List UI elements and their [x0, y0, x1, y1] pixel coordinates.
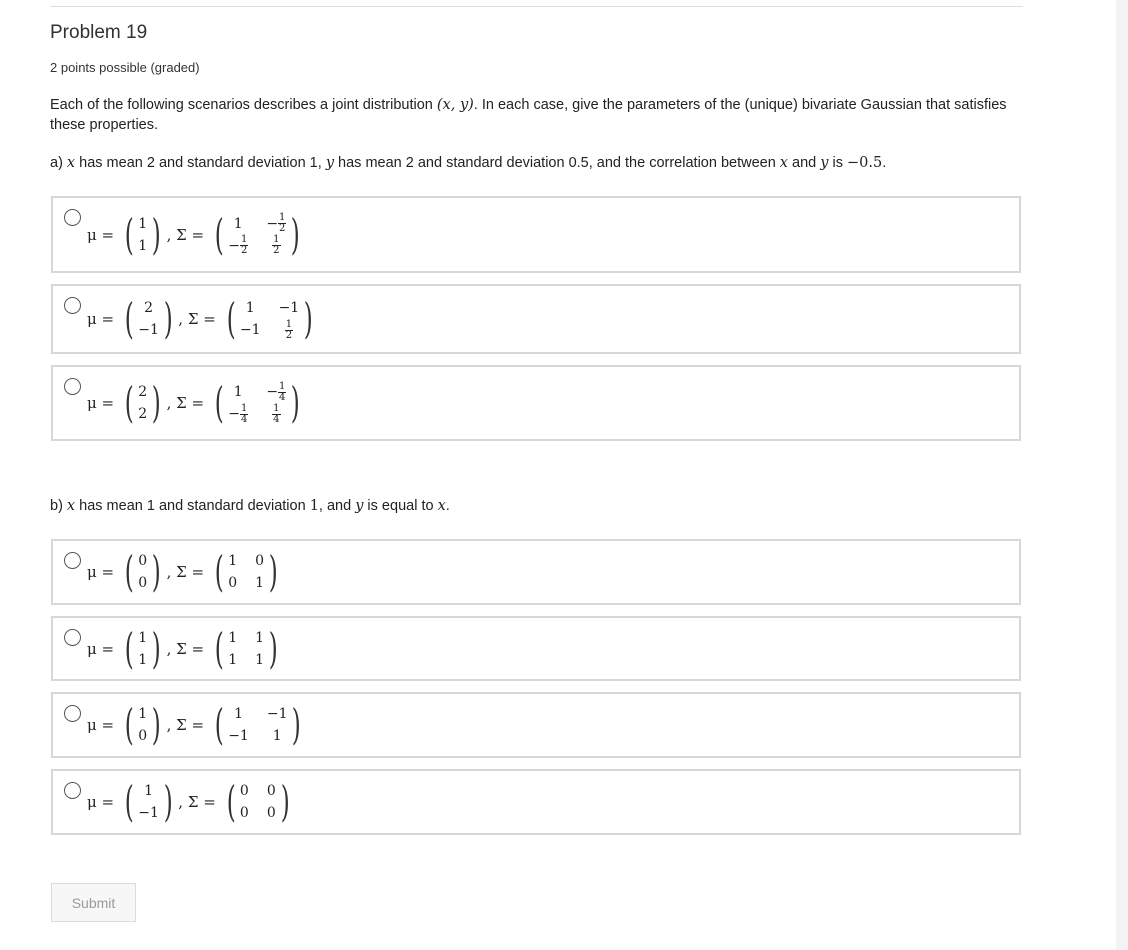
- sigma-label: , Σ =: [166, 225, 209, 244]
- matrix-entry: 1: [138, 215, 148, 232]
- qb-x: x: [66, 498, 76, 514]
- matrix-entry: 0: [266, 783, 276, 799]
- matrix-entry: 1: [245, 300, 255, 316]
- matrix-entry: 1: [138, 629, 148, 646]
- matrix-entry: 0: [266, 805, 276, 821]
- matrix-entry: 1: [272, 728, 282, 744]
- qa-text: has mean 2 and standard deviation 0.5, and the correlation between: [334, 155, 780, 171]
- matrix-entry: [266, 213, 286, 235]
- matrix-entry: [272, 403, 280, 425]
- qa-y: y: [820, 155, 829, 171]
- sigma-matrix: [211, 700, 305, 749]
- minus-sign: −: [266, 384, 279, 400]
- matrix-entry: −1: [138, 805, 159, 821]
- qb-text: is equal to: [363, 498, 438, 514]
- denominator: 2: [240, 245, 248, 256]
- question-b: [50, 498, 450, 514]
- qa-correlation: −0.5: [846, 155, 883, 171]
- option-formula: [87, 771, 295, 833]
- qb-one: 1: [309, 498, 319, 514]
- numerator: 1: [273, 234, 280, 245]
- fraction: [272, 404, 280, 425]
- matrix-entry: 1: [138, 706, 148, 722]
- matrix-entry: 2: [138, 406, 148, 422]
- option-formula: [87, 541, 283, 603]
- submit-button[interactable]: Submit: [51, 883, 136, 922]
- sigma-matrix: [211, 209, 304, 259]
- vector-entries: [138, 780, 159, 824]
- qa-text: has mean 2 and standard deviation 1,: [75, 155, 326, 171]
- fraction: [278, 382, 286, 403]
- matrix-entry: 0: [138, 575, 148, 591]
- option-b1[interactable]: [51, 539, 1021, 605]
- points-info: 2 points possible (graded): [50, 60, 200, 75]
- qa-x: x: [779, 155, 788, 171]
- matrix-entry: 1: [233, 384, 243, 400]
- matrix-entry: [272, 235, 280, 257]
- mu-vector: [121, 209, 165, 259]
- mu-vector: [121, 294, 176, 343]
- mu-label: μ =: [87, 310, 119, 328]
- mu-label: μ =: [87, 639, 119, 658]
- radio-button[interactable]: [64, 209, 81, 226]
- qa-y: y: [325, 155, 335, 171]
- matrix-entry: −1: [266, 706, 288, 722]
- denominator: 4: [279, 391, 286, 403]
- left-paren: (: [214, 700, 224, 749]
- radio-button[interactable]: [64, 297, 81, 314]
- sigma-label: , Σ =: [166, 394, 209, 412]
- qa-x: x: [66, 155, 76, 171]
- radio-button[interactable]: [64, 782, 81, 799]
- right-paren: ): [292, 700, 302, 749]
- option-formula: [87, 198, 306, 271]
- intro-text-1: Each of the following scenarios describes a joint distribution: [50, 97, 437, 113]
- mu-vector: [121, 777, 176, 826]
- matrix-entry: 0: [255, 553, 265, 569]
- scrollbar-track[interactable]: [1116, 0, 1128, 950]
- intro-pair: (x, y): [436, 97, 474, 113]
- matrix-entry: 0: [228, 575, 238, 591]
- left-paren: (: [124, 547, 134, 596]
- matrix-entry: 0: [239, 805, 249, 821]
- option-a2[interactable]: [51, 284, 1021, 354]
- matrix-entry: 0: [239, 783, 249, 799]
- vector-entries: [138, 381, 147, 425]
- qa-text: is: [828, 155, 847, 171]
- qb-text: b): [50, 498, 67, 514]
- right-paren: ): [151, 209, 161, 259]
- qa-text: a): [50, 155, 67, 171]
- fraction: [278, 213, 286, 234]
- left-paren: (: [124, 378, 134, 427]
- matrix-entries: [228, 550, 264, 594]
- sigma-matrix: [211, 547, 282, 596]
- right-paren: ): [291, 378, 301, 427]
- left-paren: (: [214, 378, 224, 427]
- matrix-entry: 1: [255, 651, 265, 668]
- fraction: [272, 235, 280, 256]
- matrix-entries: [240, 297, 299, 341]
- minus-sign: −: [228, 406, 240, 422]
- matrix-entry: [228, 403, 248, 425]
- minus-sign: −: [228, 237, 240, 254]
- matrix-entry: −1: [228, 728, 249, 744]
- matrix-entry: 1: [228, 629, 238, 646]
- matrix-entry: 2: [144, 300, 154, 316]
- vector-entries: [138, 213, 147, 257]
- mu-label: μ =: [87, 225, 119, 244]
- sigma-matrix: [223, 294, 317, 343]
- denominator: 2: [279, 223, 286, 234]
- option-b2[interactable]: [51, 616, 1021, 681]
- option-a3[interactable]: [51, 365, 1021, 441]
- sigma-label: , Σ =: [166, 716, 209, 734]
- minus-sign: −: [266, 215, 279, 232]
- question-a: [50, 155, 886, 171]
- mu-label: μ =: [87, 716, 119, 734]
- matrix-entry: −1: [239, 322, 261, 338]
- intro-text-2: . In each case, give the parameters of the (unique) bivariate Gaussian that satisfies these properties.: [50, 97, 1007, 133]
- sigma-matrix: [211, 378, 304, 427]
- matrix-entry: 1: [233, 215, 243, 232]
- mu-label: μ =: [87, 793, 119, 811]
- option-a1[interactable]: [51, 196, 1021, 273]
- matrix-entry: 1: [255, 575, 265, 591]
- mu-vector: [121, 623, 165, 673]
- sigma-label: , Σ =: [178, 793, 221, 811]
- qa-text: .: [882, 155, 887, 171]
- numerator: 1: [279, 380, 286, 392]
- qb-text: , and: [318, 498, 356, 514]
- matrix-entry: 2: [138, 384, 148, 400]
- matrix-entries: [228, 381, 286, 425]
- mu-vector: [121, 547, 165, 596]
- matrix-entry: −1: [278, 300, 300, 316]
- numerator: 1: [240, 234, 248, 245]
- sigma-label: , Σ =: [166, 639, 209, 658]
- left-paren: (: [214, 547, 224, 596]
- denominator: 2: [285, 329, 293, 341]
- matrix-entry: [266, 381, 286, 403]
- option-formula: [87, 694, 307, 756]
- left-paren: (: [124, 777, 134, 826]
- vector-entries: [138, 627, 147, 671]
- matrix-entries: [228, 627, 264, 671]
- numerator: 1: [240, 402, 248, 414]
- matrix-entry: 0: [138, 553, 148, 569]
- numerator: 1: [273, 402, 280, 414]
- radio-button[interactable]: [64, 552, 81, 569]
- mu-vector: [121, 378, 165, 427]
- matrix-entries: [228, 213, 286, 257]
- right-paren: ): [268, 547, 278, 596]
- sigma-matrix: [211, 623, 282, 673]
- option-formula: [87, 618, 283, 679]
- denominator: 4: [240, 413, 248, 425]
- matrix-entry: −1: [138, 322, 159, 338]
- radio-button[interactable]: [64, 378, 81, 395]
- option-formula: [87, 286, 319, 352]
- left-paren: (: [226, 294, 236, 343]
- right-paren: ): [151, 547, 161, 596]
- qb-y: y: [355, 498, 364, 514]
- problem-intro: [50, 95, 1010, 135]
- left-paren: (: [214, 623, 224, 673]
- mu-label: μ =: [87, 394, 119, 412]
- matrix-entry: 1: [138, 237, 148, 254]
- option-formula: [87, 367, 306, 439]
- mu-label: μ =: [87, 563, 119, 581]
- right-paren: ): [303, 294, 313, 343]
- qa-text: and: [787, 155, 821, 171]
- vector-entries: [138, 550, 147, 594]
- right-paren: ): [163, 777, 173, 826]
- option-b3[interactable]: [51, 692, 1021, 758]
- vector-entries: [138, 297, 159, 341]
- matrix-entry: 1: [234, 706, 243, 722]
- fraction: [240, 404, 248, 425]
- numerator: 1: [285, 318, 293, 330]
- numerator: 1: [279, 212, 286, 223]
- left-paren: (: [124, 294, 134, 343]
- left-paren: (: [124, 209, 134, 259]
- vector-entries: [138, 703, 147, 747]
- matrix-entry: 1: [138, 651, 148, 668]
- right-paren: ): [268, 623, 278, 673]
- sigma-label: , Σ =: [178, 310, 221, 328]
- mu-vector: [121, 700, 165, 749]
- radio-button[interactable]: [64, 629, 81, 646]
- top-divider: [50, 6, 1023, 7]
- left-paren: (: [124, 623, 134, 673]
- left-paren: (: [124, 700, 134, 749]
- fraction: [285, 320, 293, 341]
- qb-text: .: [445, 498, 450, 514]
- right-paren: ): [280, 777, 290, 826]
- matrix-entry: 1: [144, 783, 154, 799]
- matrix-entry: [228, 235, 248, 257]
- matrix-entry: 1: [228, 651, 238, 668]
- sigma-label: , Σ =: [166, 563, 209, 581]
- right-paren: ): [151, 700, 161, 749]
- right-paren: ): [151, 378, 161, 427]
- left-paren: (: [214, 209, 224, 259]
- matrix-entry: 0: [138, 728, 148, 744]
- matrix-entry: 1: [228, 553, 238, 569]
- right-paren: ): [151, 623, 161, 673]
- qb-text: has mean 1 and standard deviation: [75, 498, 310, 514]
- matrix-entries: [228, 703, 287, 747]
- matrix-entry: 1: [255, 629, 265, 646]
- matrix-entries: [240, 780, 276, 824]
- left-paren: (: [226, 777, 236, 826]
- denominator: 2: [273, 245, 280, 256]
- option-b4[interactable]: [51, 769, 1021, 835]
- qb-x: x: [437, 498, 446, 514]
- matrix-entry: [285, 319, 293, 341]
- radio-button[interactable]: [64, 705, 81, 722]
- problem-title: Problem 19: [50, 22, 148, 43]
- right-paren: ): [163, 294, 173, 343]
- fraction: [240, 235, 248, 256]
- sigma-matrix: [223, 777, 294, 826]
- right-paren: ): [291, 209, 301, 259]
- denominator: 4: [273, 413, 280, 425]
